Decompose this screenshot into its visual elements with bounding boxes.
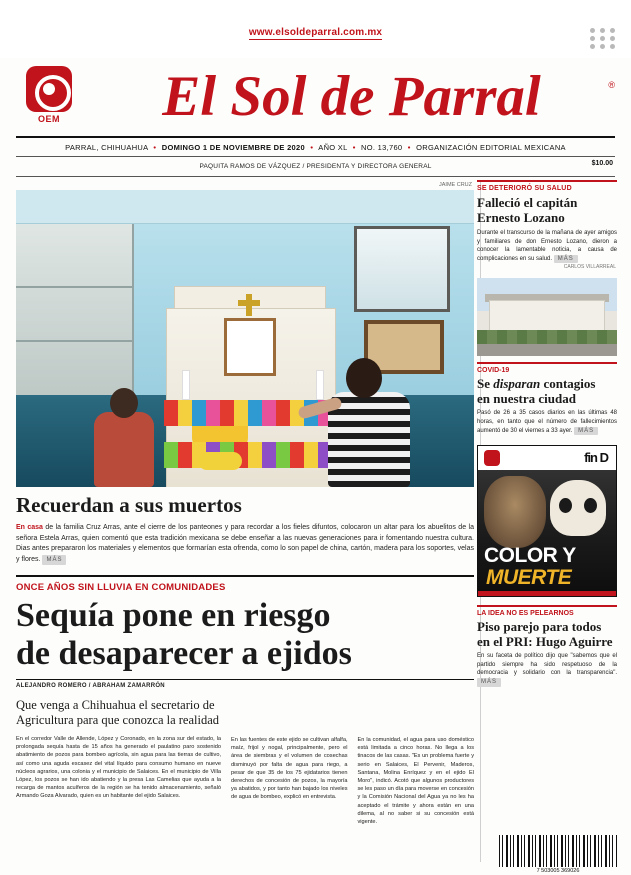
fruit-offering <box>198 452 242 470</box>
rule-subline <box>16 176 615 177</box>
pri-more-link[interactable]: MÁS <box>477 678 501 687</box>
lead-lede-open: En casa <box>16 524 43 531</box>
papel-picado-bottom <box>164 442 340 468</box>
promo-accent-bar <box>478 591 616 596</box>
second-story-col-1: En el corredor Valle de Allende, López y Coronado, en la zona sur del estado, la prolongada sequía hasta de 15 años ha generado el paulatino paro sostenido abatimiento de pozos para bombeo agrícola, sin agua para las tierras de cultivo, así como una aguda escasez del vital líquido para consumo humano en nueve núcleos agrarios, una colonia y el municipio de Salaices. En el municipio de Villa López, los pozos se han ido abatiendo y la presa Las Camelias que ayuda a la recarga de mantos acuíferos de la región se ha tenido almacenamiento, señaló Armando Goza Alvarado, quien es un habitante del ejido Salaices. <box>16 736 221 800</box>
second-story-col-2: En las fuentes de este ejido se cultivan alfalfa, maíz, frijol y nogal, principalmente, pero el área de siembras y el volumen de cosechas disminuyó por falta de agua para riego, a pesar de que 35 de los 75 ejidatarios tienen derechos de concesión de pozos, la mayoría ya abatidos, y por tanto han bajado los niveles de agua de bombeo, explicó en entrevista. <box>231 737 348 801</box>
second-story-kicker: ONCE AÑOS SIN LLUVIA EN COMUNIDADES <box>16 575 474 593</box>
health-story-headline[interactable] <box>477 195 617 225</box>
health-story-kicker: SE DETERIORÓ SU SALUD <box>477 180 617 192</box>
dog-image <box>484 476 546 548</box>
promo-word-1: COLOR Y <box>484 544 576 568</box>
website-url[interactable] <box>0 27 631 38</box>
covid-headline-line1: Se disparan contagios <box>477 376 596 392</box>
website-url-text: www.elsoldeparral.com.mx <box>248 27 383 38</box>
second-story-headline-line1: Sequía pone en riesgo <box>16 597 331 634</box>
lead-body-text: de la familia Cruz Arras, ante el cierre de los panteones y para recordar a los fieles difuntos, colocaron un altar para los abuelitos de la señora Estela Arras, quien comentó que esta tradición mexicana se debe enseñar a las nuevas generaciones para ir fomentando nuestra cultura. Dias antes prepararon los materiales y elementos que formarían esta ofrenda, como lo son papel de china, cartón, madera para los soportes, velas y flores. <box>16 524 474 563</box>
rule-dateline <box>16 156 615 157</box>
second-story-headline[interactable] <box>16 597 474 673</box>
dateline-date: DOMINGO 1 DE NOVIEMBRE DE 2020 <box>161 143 305 152</box>
covid-tag: COVID-19 <box>477 362 617 374</box>
dateline: PARRAL, CHIHUAHUA • DOMINGO 1 DE NOVIEMBRE DE 2020 • AÑO XL • NO. 13,760 • ORGANIZACIÓN EDITORIAL MEXICANA <box>65 143 566 152</box>
promo-word-2: MUERTE <box>486 566 572 590</box>
pri-headline-line1: Piso parejo para todos <box>477 619 602 635</box>
second-story-byline: ALEJANDRO ROMERO / ABRAHAM ZAMARRÓN <box>16 679 474 689</box>
second-story-deck-wrap <box>16 694 221 826</box>
oem-logo <box>18 66 80 128</box>
dateline-issue: NO. 13,760 <box>361 143 403 152</box>
health-more-link[interactable]: MÁS <box>554 255 578 264</box>
window <box>354 226 450 312</box>
promo-header <box>478 446 616 470</box>
sun-icon <box>26 66 72 112</box>
pri-story-kicker: LA IDEA NO ES PELEARNOS <box>477 605 617 617</box>
right-rail <box>477 180 617 687</box>
lead-body <box>16 523 474 565</box>
cross-icon <box>246 294 252 316</box>
promo-brand: fin D <box>584 450 608 466</box>
second-story-headline-line2: de desaparecer a ejidos <box>16 635 352 672</box>
second-story-col-3: En la comunidad, el agua para uso doméstico está limitada a cinco horas. No llega a los tinacos de las casas. "Es un problema fuerte y serio en Salaices, El Pervenir, Maderos, Santana, Molina Enríquez y en el ejido El Moro", indicó. Acotó que algunos productores se les paso un día para moverse en concesión y la Comisión Nacional del Agua ya no les ha aceptado el trámite y ahora están en una dilema, al no saber si su concesión está vigente. <box>357 737 474 826</box>
barcode-number: 7 503005 369026 <box>536 868 580 874</box>
lead-more-link[interactable]: MÁS <box>42 555 66 566</box>
registered-mark: ® <box>608 80 615 90</box>
covid-headline-emph: disparan <box>493 376 541 392</box>
covid-body <box>477 409 617 435</box>
covid-headline[interactable] <box>477 376 617 406</box>
health-headline-line1: Falleció el capitán <box>477 195 578 210</box>
child-left <box>88 386 160 487</box>
lead-headline[interactable]: Recuerdan a sus muertos <box>16 493 242 517</box>
main-column <box>16 182 474 826</box>
price-label: $10.00 <box>591 160 613 167</box>
photo-frame <box>224 318 276 376</box>
page-title: El Sol de Parral <box>162 65 541 128</box>
covid-more-link[interactable]: MÁS <box>574 427 598 436</box>
rail-photo-credit: CARLOS VILLARREAL <box>563 264 616 271</box>
dateline-place: PARRAL, CHIHUAHUA <box>65 143 149 152</box>
rule-top <box>16 136 615 138</box>
oem-logo-text: OEM <box>37 114 60 124</box>
hospital-building <box>489 300 605 334</box>
dateline-year: AÑO XL <box>318 143 348 152</box>
skull-icon <box>550 480 606 536</box>
director-line: PAQUITA RAMOS DE VÁZQUEZ / PRESIDENTA Y DIRECTORA GENERAL <box>199 163 432 170</box>
top-bar <box>0 0 631 58</box>
masthead <box>0 58 631 136</box>
kitchen-cabinet <box>16 224 134 404</box>
second-story-deck: Que venga a Chihuahua el secretario de Agricultura para que conozca la realidad <box>16 698 220 727</box>
pri-headline-line2: en el PRI: Hugo Aguirre <box>477 634 613 650</box>
pri-body-text: En su faceta de político dijo que "sabemos que el partido siempre ha sido respetuoso de la democracia y solidario con la transparencia". <box>477 653 617 677</box>
covid-body-text: Pasó de 26 a 35 casos diarios en las últimas 48 horas, en tanto que el número de fallecimientos aumentó de 30 el viernes a 33 ayer. <box>477 410 617 434</box>
dateline-publisher: ORGANIZACIÓN EDITORIAL MEXICANA <box>416 143 566 152</box>
lead-photo-credit: JAIME CRUZ <box>439 182 472 188</box>
child-right <box>318 358 422 487</box>
grid-dots-icon <box>590 28 617 49</box>
health-headline-line2: Ernesto Lozano <box>477 210 565 225</box>
promo-logo-icon <box>484 450 500 466</box>
barcode <box>499 835 617 867</box>
health-story-text: Durante el transcurso de la mañana de ayer amigos y familiares de don Ernesto Lozano, dieron a conocer la lamentable noticia, a causa de complicaciones en su salud. <box>477 230 617 262</box>
lead-photo <box>16 190 474 487</box>
rail-photo <box>477 278 617 356</box>
promo-ad[interactable] <box>477 445 617 597</box>
covid-headline-line2: en nuestra ciudad <box>477 391 576 407</box>
pri-headline[interactable] <box>477 619 617 649</box>
pri-body <box>477 652 617 686</box>
health-story-body <box>477 229 617 263</box>
